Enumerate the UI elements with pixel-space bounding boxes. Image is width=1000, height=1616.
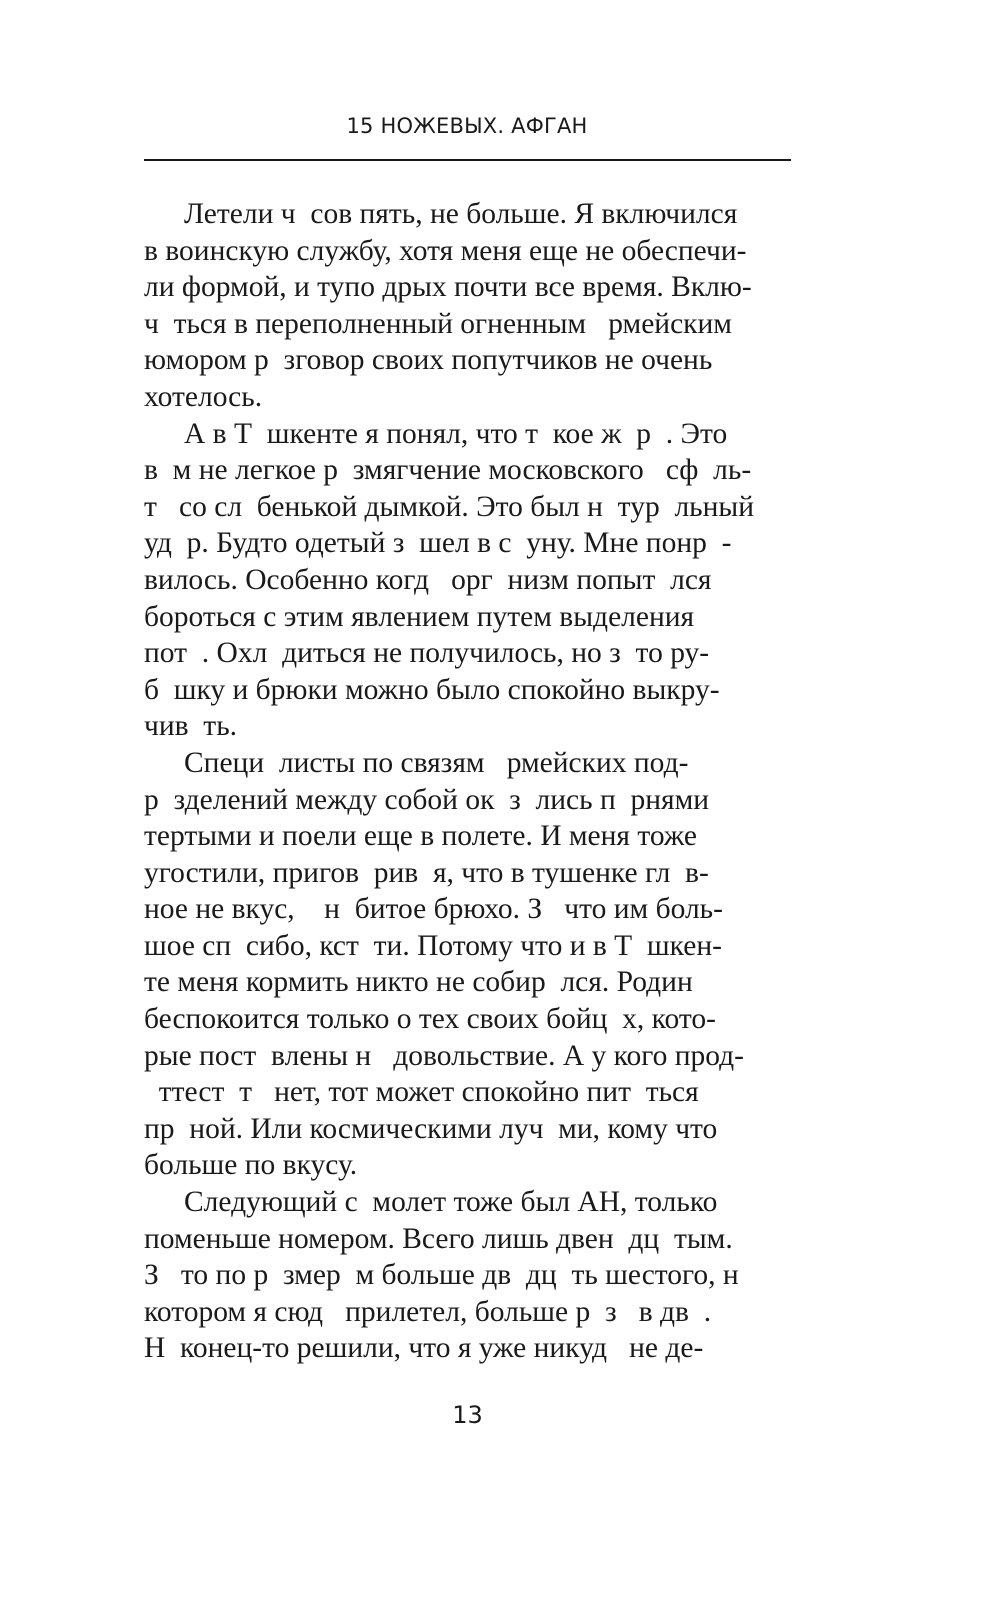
- text-line: те меня кормить никто не собир лся. Родин: [144, 966, 693, 999]
- text-line: б шку и брюки можно было спокойно выкру-: [144, 673, 720, 706]
- page-number: 13: [452, 1401, 483, 1429]
- text-line: Летели ч сов пять, не больше. Я включился: [184, 198, 738, 230]
- text-line: рые пост влены н довольствие. А у кого прод-: [144, 1039, 745, 1072]
- text-line: Н конец-то решили, что я уже никуд не де-: [144, 1332, 704, 1365]
- text-line: р зделений между собой ок з лись п рнями: [144, 783, 710, 816]
- text-line: вилось. Особенно когд орг низм попыт лся: [144, 563, 712, 596]
- header-rule: [144, 159, 791, 161]
- text-line: бороться с этим явлением путем выделения: [144, 600, 695, 633]
- text-line: Специ листы по связям рмейских под-: [184, 746, 689, 779]
- text-line: в м не легкое р змягчение московского сф ль-: [144, 454, 752, 487]
- paragraph: [144, 196, 791, 416]
- text-line: больше по вкусу.: [144, 1149, 358, 1182]
- text-line: ч ться в переполненный огненным рмейским: [144, 307, 732, 340]
- paragraph: [144, 745, 791, 1184]
- text-line: пот . Охл диться не получилось, но з то ру-: [144, 637, 710, 670]
- text-line: беспокоится только о тех своих бойц х, кото-: [144, 1003, 716, 1036]
- text-line: ли формой, и тупо дрых почти все время. Вклю-: [144, 271, 752, 304]
- text-line: угостили, пригов рив я, что в тушенке гл в-: [144, 856, 709, 889]
- text-line: чив ть.: [144, 710, 238, 743]
- text-line: Следующий с молет тоже был АН, только: [184, 1186, 718, 1219]
- text-line: в воинскую службу, хотя меня еще не обеспечи-: [144, 234, 747, 267]
- body-text: [144, 196, 791, 1367]
- text-line: т со сл бенькой дымкой. Это был н тур льный: [144, 490, 755, 523]
- text-line: поменьше номером. Всего лишь двен дц тым.: [144, 1222, 733, 1255]
- text-line: ттест т нет, тот может спокойно пит ться: [144, 1076, 699, 1109]
- text-line: уд р. Будто одетый з шел в с уну. Мне понр -: [144, 527, 732, 560]
- text-line: ное не вкус, н битое брюхо. З что им боль-: [144, 893, 723, 926]
- text-line: котором я сюд прилетел, больше р з в дв .: [144, 1295, 712, 1328]
- text-line: юмором р зговор своих попутчиков не очень: [144, 344, 713, 377]
- text-line: А в Т шкенте я понял, что т кое ж р . Это: [184, 417, 728, 450]
- text-line: пр ной. Или космическими луч ми, кому что: [144, 1112, 718, 1145]
- paragraph: [144, 1184, 791, 1367]
- paragraph: [144, 416, 791, 745]
- text-line: хотелось.: [144, 380, 263, 413]
- text-line: З то по р змер м больше дв дц ть шестого, н: [144, 1259, 739, 1292]
- running-head: 15 НОЖЕВЫХ. АФГАН: [346, 114, 588, 138]
- text-line: тертыми и поели еще в полете. И меня тоже: [144, 820, 697, 853]
- text-line: шое сп сибо, кст ти. Потому что и в Т шкен-: [144, 929, 722, 962]
